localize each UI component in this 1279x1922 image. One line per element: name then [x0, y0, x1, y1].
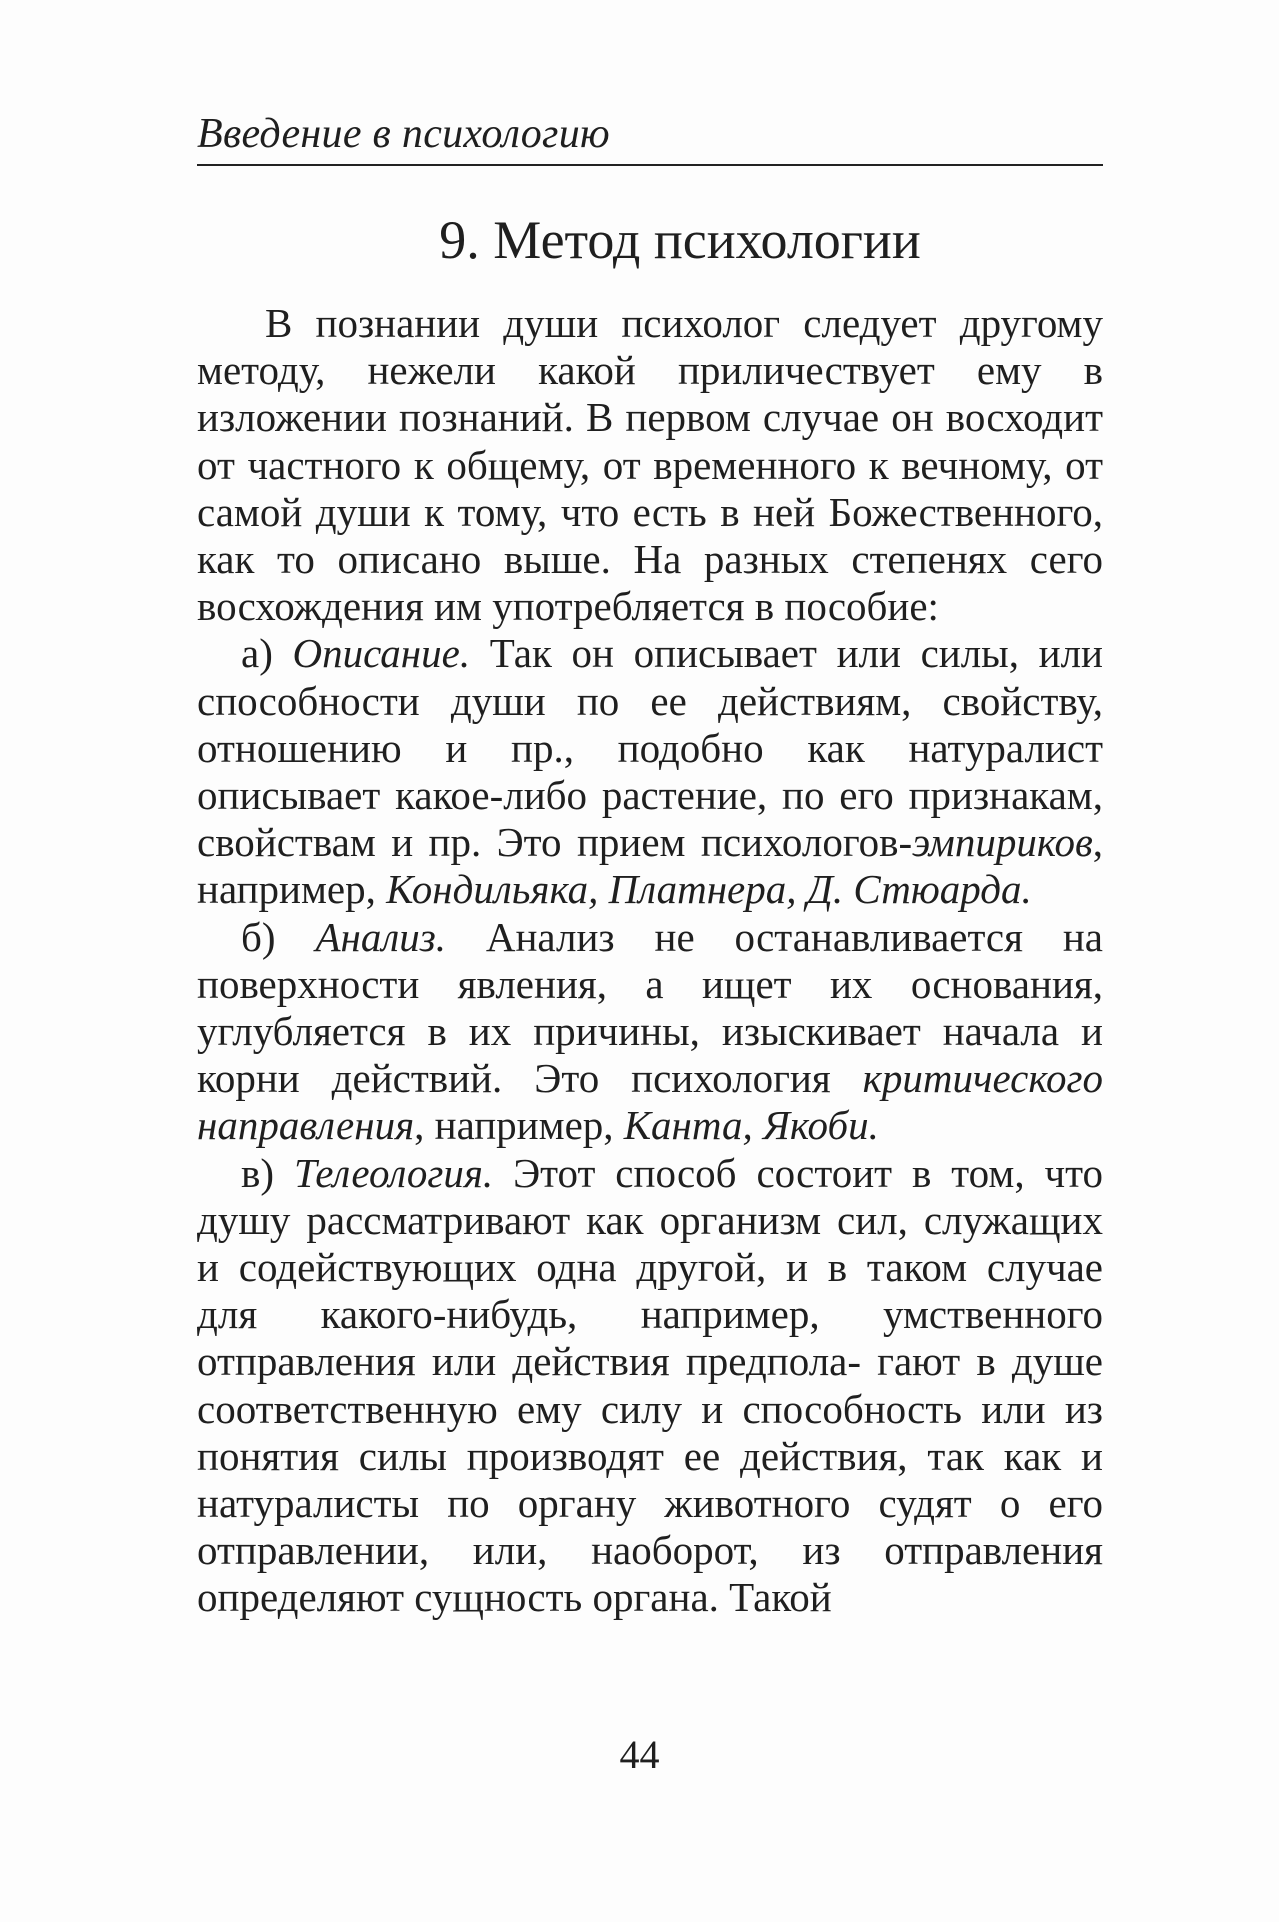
names-empiricists: Кондильяка, Платнера, Д. Стюарда.: [386, 866, 1032, 913]
paragraph-c-text-1: Этот способ состоит в том, что душу рассматривают как организм сил, служащих и содействующих одна другой, и в таком случае для какого-нибудь, например, умственного отправления или действия предпола- гают в душе соответственную ему силу и способность или из понятия силы производят ее действия, так как и натуралисты по органу животного судят о его отправлении, или, наоборот, из отправления определяют сущность органа. Такой: [197, 1149, 1103, 1621]
chapter-title: 9. Метод психологии: [439, 210, 921, 270]
paragraph-a: [197, 630, 1103, 913]
intro-paragraph: В познании души психолог следует другому методу, нежели какой приличествует ему в изложении познаний. В первом случае он восходит от частного к общему, от временного к вечному, от самой души к тому, что есть в ней Божественного, как то описано выше. На разных степенях сего восхождения им употребляется в пособие:: [197, 300, 1103, 630]
item-marker-a: а): [241, 630, 273, 677]
item-marker-b: б): [241, 913, 276, 960]
running-title: Введение в психологию: [197, 111, 610, 157]
header-rule: [197, 164, 1103, 166]
paragraph-a-text-1: Так он описывает или силы, или способности души по ее действиям, свойству, отношению и пр., подобно как натуралист описывает какое-либо растение, по его признакам, свойствам и пр. Это прием психологов-: [197, 630, 1103, 866]
paragraph-c: [197, 1150, 1103, 1622]
term-teleology: Телеология.: [293, 1149, 494, 1196]
term-analysis: Анализ.: [315, 913, 446, 960]
running-header: [197, 108, 1103, 168]
paragraph-b-text-1: Анализ не останавливается на поверхности явления, а ищет их основания, углубляется в их причины, изыскивает начала и корни действий. Это психология: [197, 913, 1103, 1102]
school-empiricists: эмпириков: [912, 819, 1093, 866]
item-marker-c: в): [241, 1149, 275, 1196]
school-critical: критического направления: [197, 1055, 1103, 1149]
page-number: 44: [619, 1732, 660, 1777]
term-description: Описание.: [292, 630, 471, 677]
body-text: [197, 300, 1103, 1622]
names-critical: Канта, Якоби.: [623, 1102, 879, 1149]
paragraph-b-text-2: , например,: [414, 1102, 624, 1149]
paragraph-a-text-2: , например,: [197, 819, 1103, 913]
paragraph-b: [197, 914, 1103, 1150]
